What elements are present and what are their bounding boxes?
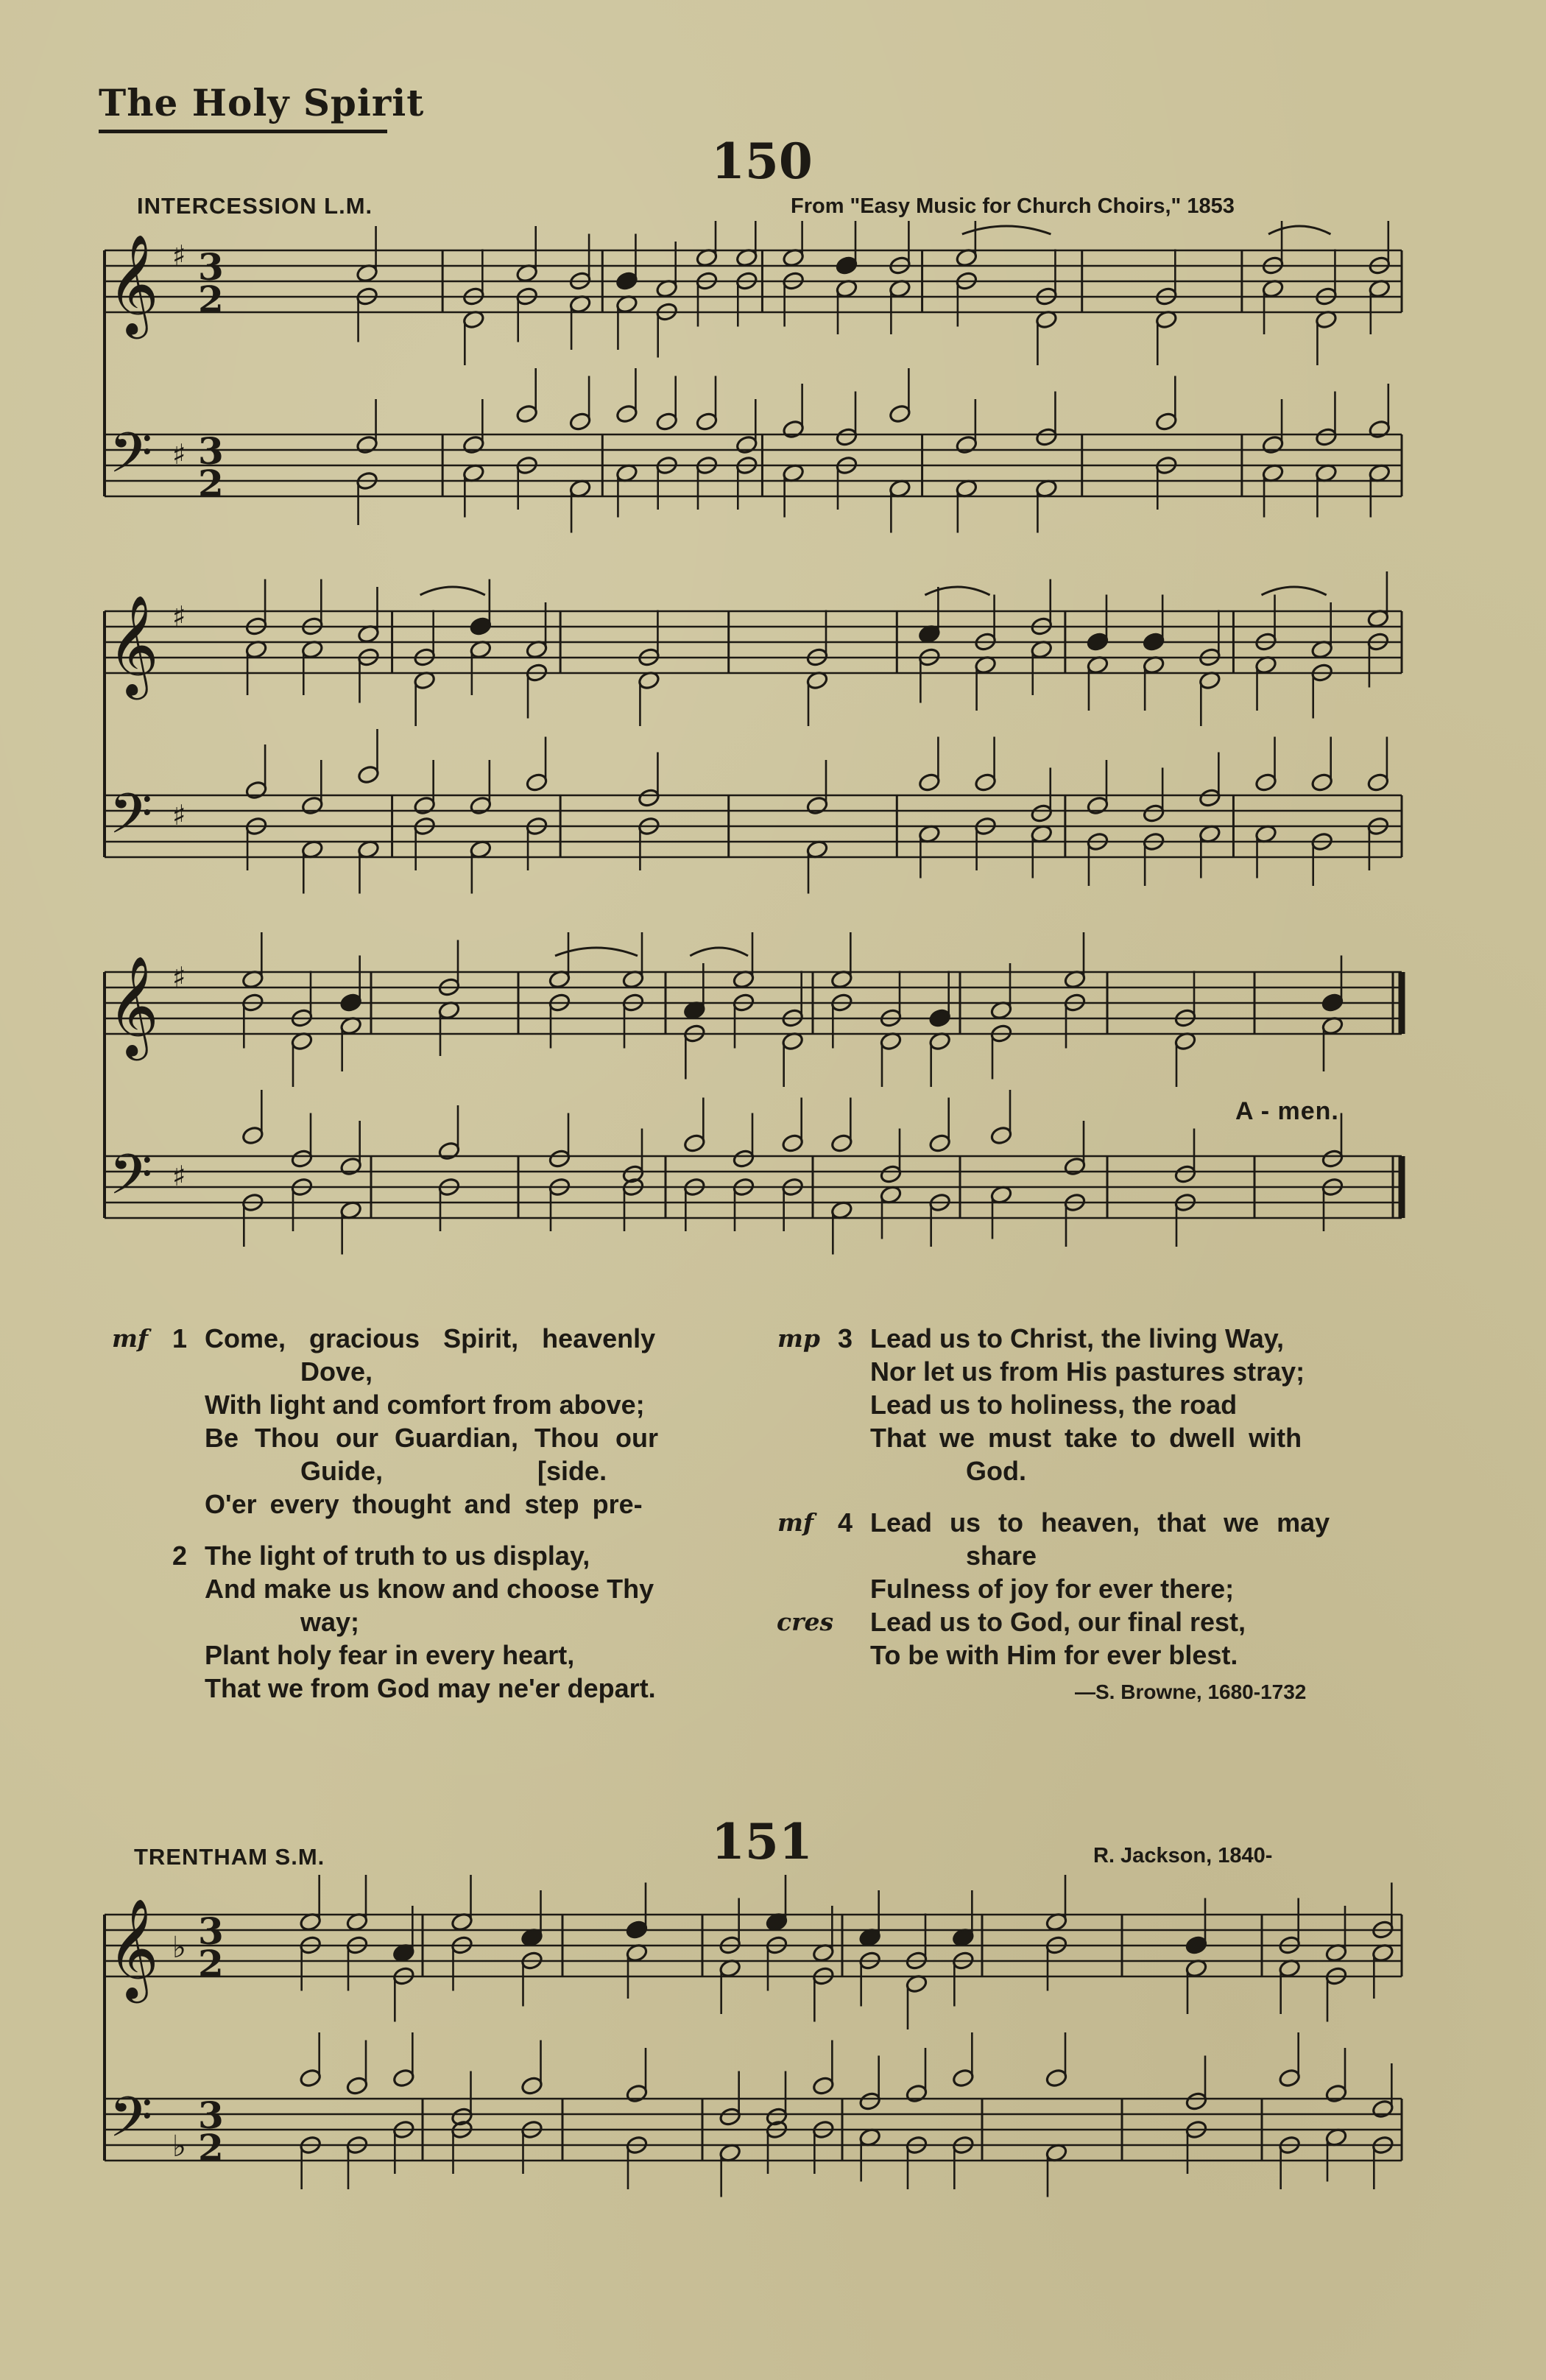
verse-line: With light and comfort from above;: [205, 1390, 645, 1420]
dynamic-mark: mp: [777, 1324, 820, 1353]
bass-clef-icon: 𝄢: [109, 420, 153, 499]
bass-clef-icon: 𝄢: [109, 2085, 153, 2164]
flat-icon: ♭: [172, 2130, 186, 2164]
slur: [690, 948, 748, 956]
sharp-icon: ♯: [172, 799, 186, 831]
verse-line: Lead us to heaven, that we may: [870, 1507, 1330, 1538]
verse-number: 1: [172, 1323, 188, 1353]
verse-line: Lead us to Christ, the living Way,: [870, 1323, 1285, 1353]
sharp-icon: ♯: [172, 961, 186, 993]
verse-line: That we must take to dwell with: [870, 1423, 1302, 1453]
hymn-150-score: [99, 221, 1416, 1318]
time-signature-top: 3: [198, 2094, 224, 2137]
time-signature-bottom: 2: [198, 278, 224, 321]
tune-source: R. Jackson, 1840-: [1093, 1844, 1273, 1867]
section-title: The Holy Spirit: [99, 81, 425, 124]
verse-line: O'er every thought and step pre-: [205, 1489, 643, 1519]
verses-left-column: [112, 1322, 742, 1723]
time-signature-bottom: 2: [198, 2126, 224, 2169]
sharp-icon: ♯: [172, 600, 186, 633]
slur: [1262, 587, 1327, 595]
verse-line: The light of truth to us display,: [205, 1541, 590, 1571]
dynamic-mark: mf: [777, 1508, 814, 1537]
verse-line: And make us know and choose Thy: [205, 1574, 654, 1604]
verse-line: Fulness of joy for ever there;: [870, 1574, 1235, 1604]
dynamic-mark: mf: [112, 1324, 149, 1353]
verse-line: To be with Him for ever blest.: [870, 1640, 1238, 1670]
slur: [420, 587, 485, 595]
hymn-number: 151: [711, 1813, 813, 1870]
bass-clef-icon: 𝄢: [109, 781, 153, 860]
verse-line: Nor let us from His pastures stray;: [870, 1356, 1305, 1387]
sharp-icon: ♯: [172, 1160, 186, 1192]
amen-text: A - men.: [1235, 1097, 1339, 1125]
tune-source: From "Easy Music for Church Choirs," 1853: [791, 194, 1235, 218]
slur: [1268, 226, 1330, 234]
verse-line: Guide, [side.: [300, 1456, 607, 1486]
treble-clef-icon: 𝄞: [107, 233, 159, 334]
slur: [925, 587, 989, 595]
time-signature-top: 3: [198, 245, 224, 289]
verse-line: Plant holy fear in every heart,: [205, 1640, 575, 1670]
verse-line: Lead us to holiness, the road: [870, 1390, 1238, 1420]
music-systems: [105, 221, 1402, 1255]
hymn-author: —S. Browne, 1680-1732: [1075, 1680, 1307, 1703]
verse-number: 4: [838, 1507, 853, 1538]
verse-line: Lead us to God, our final rest,: [870, 1607, 1246, 1637]
verse-line: Come, gracious Spirit, heavenly: [205, 1323, 656, 1353]
sharp-icon: ♯: [172, 239, 186, 272]
flat-icon: ♭: [172, 1931, 186, 1965]
hymn-151-score: [99, 1870, 1416, 2231]
verse-line: way;: [300, 1607, 360, 1637]
treble-clef-icon: 𝄞: [107, 954, 159, 1056]
bass-clef-icon: 𝄢: [109, 1142, 153, 1221]
hymn-number: 150: [711, 133, 813, 190]
verse-3: [777, 1322, 1408, 1488]
verse-line: Be Thou our Guardian, Thou our: [205, 1423, 658, 1453]
music-systems: [105, 1875, 1402, 2197]
time-signature-top: 3: [198, 1909, 224, 1953]
treble-clef-icon: 𝄞: [107, 594, 159, 695]
verse-2: [172, 1539, 742, 1705]
tune-name: TRENTHAM S.M.: [134, 1844, 325, 1870]
sharp-icon: ♯: [172, 438, 186, 471]
time-signature-bottom: 2: [198, 462, 224, 505]
verse-line: God.: [966, 1456, 1026, 1486]
verse-1: [112, 1322, 742, 1521]
verse-number: 2: [172, 1541, 188, 1571]
time-signature-top: 3: [198, 429, 224, 473]
verse-line: Dove,: [300, 1356, 373, 1387]
cres-marking: cres: [777, 1608, 834, 1636]
treble-clef-icon: 𝄞: [107, 1897, 159, 1999]
verse-line: share: [966, 1541, 1037, 1571]
tune-name: INTERCESSION L.M.: [137, 193, 373, 219]
time-signature-bottom: 2: [198, 1942, 224, 1985]
verse-line: That we from God may ne'er depart.: [205, 1673, 656, 1703]
verse-number: 3: [838, 1323, 853, 1353]
section-title-underline: [99, 130, 387, 133]
